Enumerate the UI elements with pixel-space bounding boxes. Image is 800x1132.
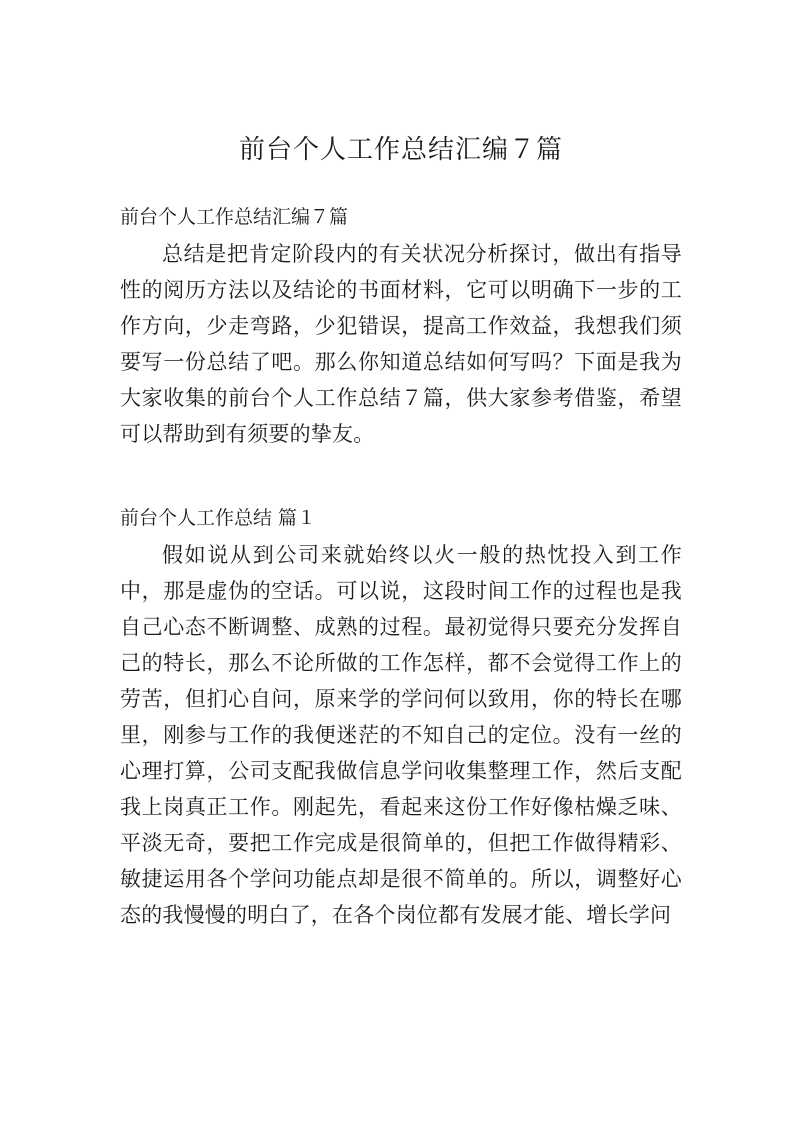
section-1-paragraph: 假如说从到公司来就始终以火一般的热忱投入到工作中，那是虚伪的空话。可以说，这段时间工作的过程也是我自己心态不断调整、成熟的过程。最初觉得只要充分发挥自己的特长，那么不论所做的工作怎样，都不会觉得工作上的劳苦，但扪心自问，原来学的学问何以致用，你的特长在哪里，刚参与工作的我便迷茫的不知自己的定位。没有一丝的心理打算，公司支配我做信息学问收集整理工作，然后支配我上岗真正工作。刚起先，看起来这份工作好像枯燥乏味、平淡无奇，要把工作完成是很简单的，但把工作做得精彩、敏捷运用各个学问功能点却是很不简单的。所以，调整好心态的我慢慢的明白了，在各个岗位都有发展才能、增长学问 (120, 543, 682, 927)
section-heading-1: 前台个人工作总结 篇１ (120, 507, 317, 529)
document-subtitle: 前台个人工作总结汇编７篇 (120, 206, 349, 228)
document-title: 前台个人工作总结汇编７篇 (238, 135, 563, 165)
intro-paragraph: 总结是把肯定阶段内的有关状况分析探讨，做出有指导性的阅历方法以及结论的书面材料，它可以明确下一步的工作方向，少走弯路，少犯错误，提高工作效益，我想我们须要写一份总结了吧。那么你知道总结如何写吗？下面是我为大家收集的前台个人工作总结７篇，供大家参考借鉴，希望可以帮助到有须要的挚友。 (120, 242, 682, 446)
